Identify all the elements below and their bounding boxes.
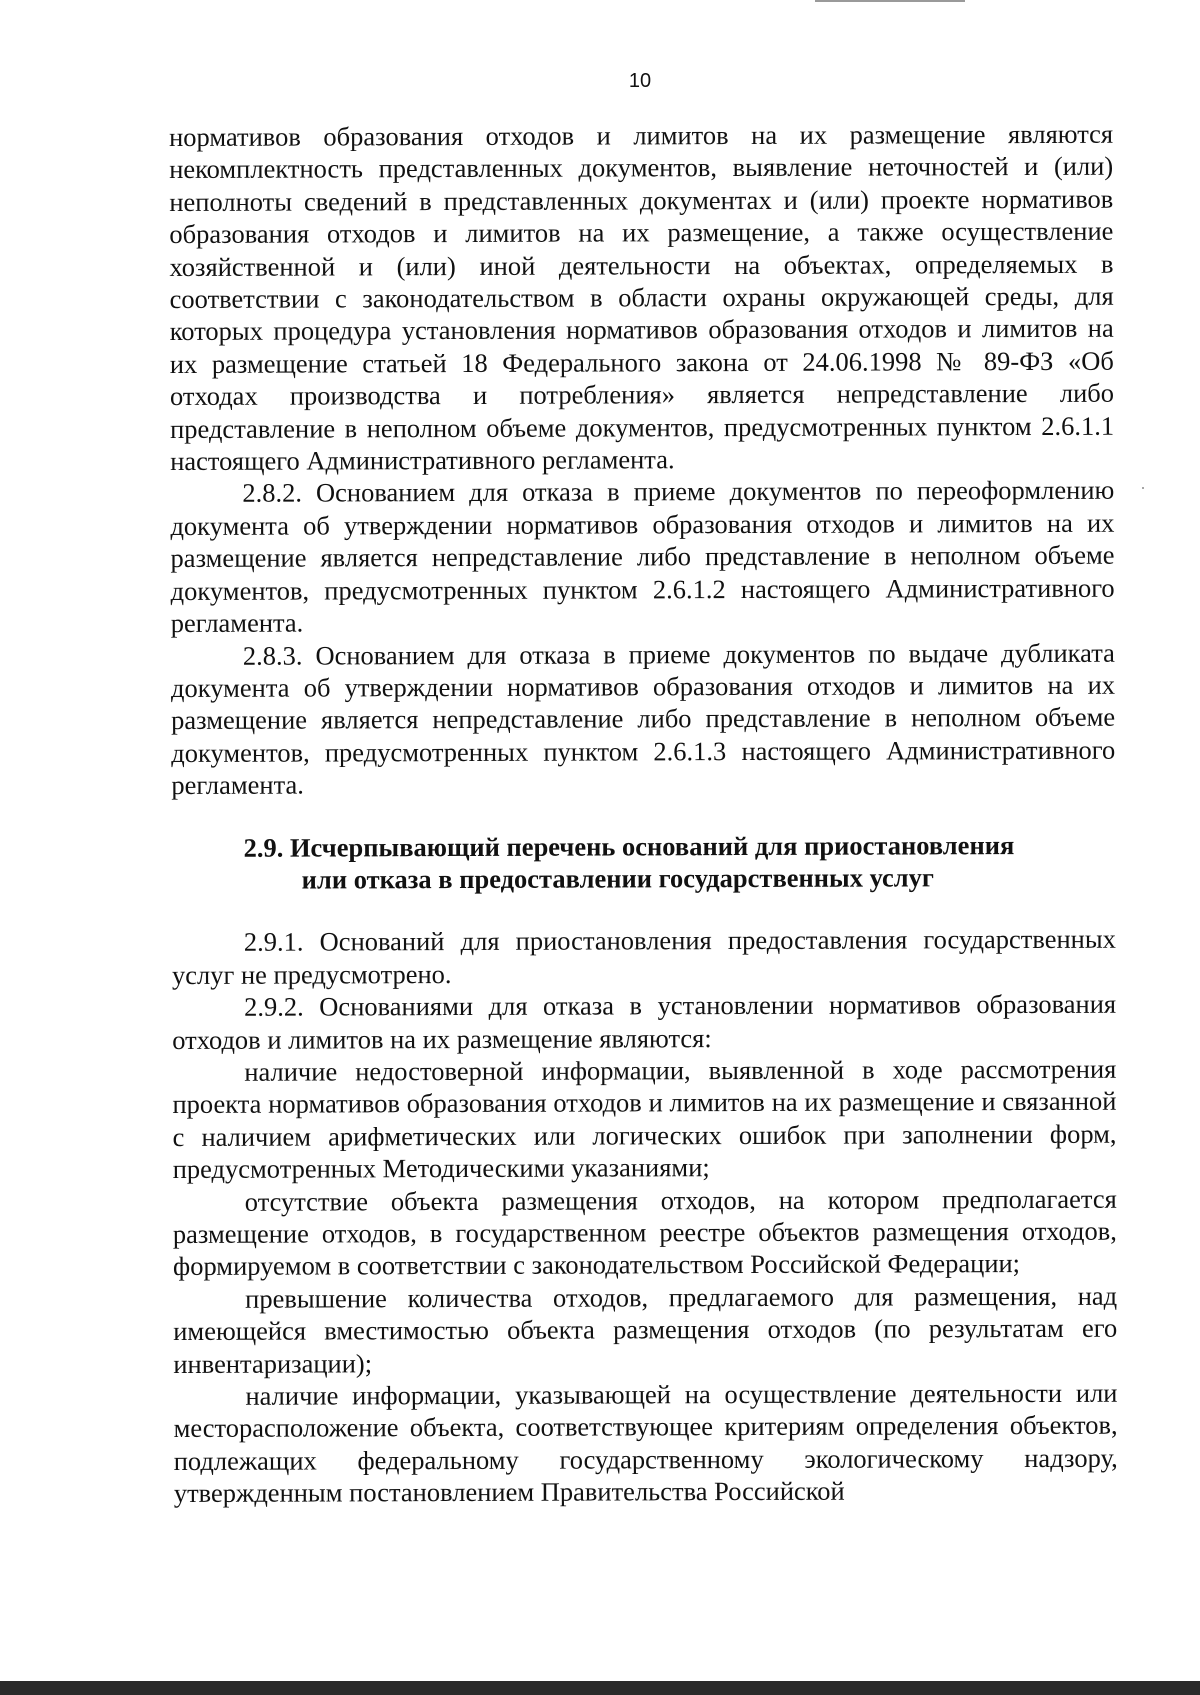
list-item-federal-supervision: наличие информации, указывающей на осуществление деятельности или месторасположение объекта, соответствующее критериям определения объектов, подлежащих федеральному государственному экологическому надзору, утвержденным постановлением Правительства Российской: [173, 1377, 1118, 1509]
scan-edge-top: [815, 0, 965, 2]
scan-edge-bottom: [0, 1681, 1200, 1695]
list-item-missing-object: отсутствие объекта размещения отходов, на котором предполагается размещение отходов, в государственном реестре объектов размещения отходов, формируемом в соответствии с законодательством Российской Федерации;: [172, 1183, 1117, 1282]
section-heading-2-9: [171, 828, 1115, 896]
paragraph-2-8-3: 2.8.3. Основанием для отказа в приеме документов по выдаче дубликата документа об утверждении нормативов образования отходов и лимитов на их размещение является непредставление либо представление в неполном объеме документов, предусмотренных пунктом 2.6.1.3 настоящего Административного регламента.: [170, 637, 1116, 801]
page-number: 10: [628, 70, 652, 92]
section-heading-line-2: или отказа в предоставлении государственных услуг: [301, 862, 934, 895]
paragraph-2-9-2: 2.9.2. Основаниями для отказа в установлении нормативов образования отходов и лимитов на их размещение являются:: [172, 988, 1117, 1055]
paragraph-2-9-1: 2.9.1. Оснований для приостановления предоставления государственных услуг не предусмотрено.: [171, 924, 1116, 990]
list-item-unreliable-info: наличие недостоверной информации, выявленной в ходе рассмотрения проекта нормативов образования отходов и лимитов на их размещение и связанной с наличием арифметических или логических ошибок при заполнении форм, предусмотренных Методическими указаниями;: [172, 1053, 1117, 1185]
paragraph-2-8-2: 2.8.2. Основанием для отказа в приеме документов по переоформлению документа об утверждении нормативов образования отходов и лимитов на их размещение является непредставление либо представление в неполном объеме документов, предусмотренных пунктом 2.6.1.2 настоящего Административного регламента.: [170, 475, 1115, 639]
list-item-capacity-exceeded: превышение количества отходов, предлагаемого для размещения, над имеющейся вместимостью объекта размещения отходов (по результатам его инвентаризации);: [173, 1280, 1118, 1379]
paragraph-continuation: нормативов образования отходов и лимитов на их размещение являются некомплектность представленных документов, выявление неточностей и (или) неполноты сведений в представленных документах и (или) проекте нормативов образования отходов и лимитов на их размещение, а также осуществление хозяйственной и (или) иной деятельности на объектах, определяемых в соответствии с законодательством в области охраны окружающей среды, для которых процедура установления нормативов образования отходов и лимитов на их размещение статьей 18 Федерального закона от 24.06.1998 № 89-ФЗ «Об отходах производства и потребления» является непредставление либо представление в неполном объеме документов, предусмотренных пунктом 2.6.1.1 настоящего Административного регламента.: [169, 118, 1115, 477]
scan-speck: [1142, 487, 1144, 489]
document-body: [169, 118, 1118, 1510]
section-heading-line-1: 2.9. Исчерпывающий перечень оснований для приостановления: [243, 829, 1015, 863]
